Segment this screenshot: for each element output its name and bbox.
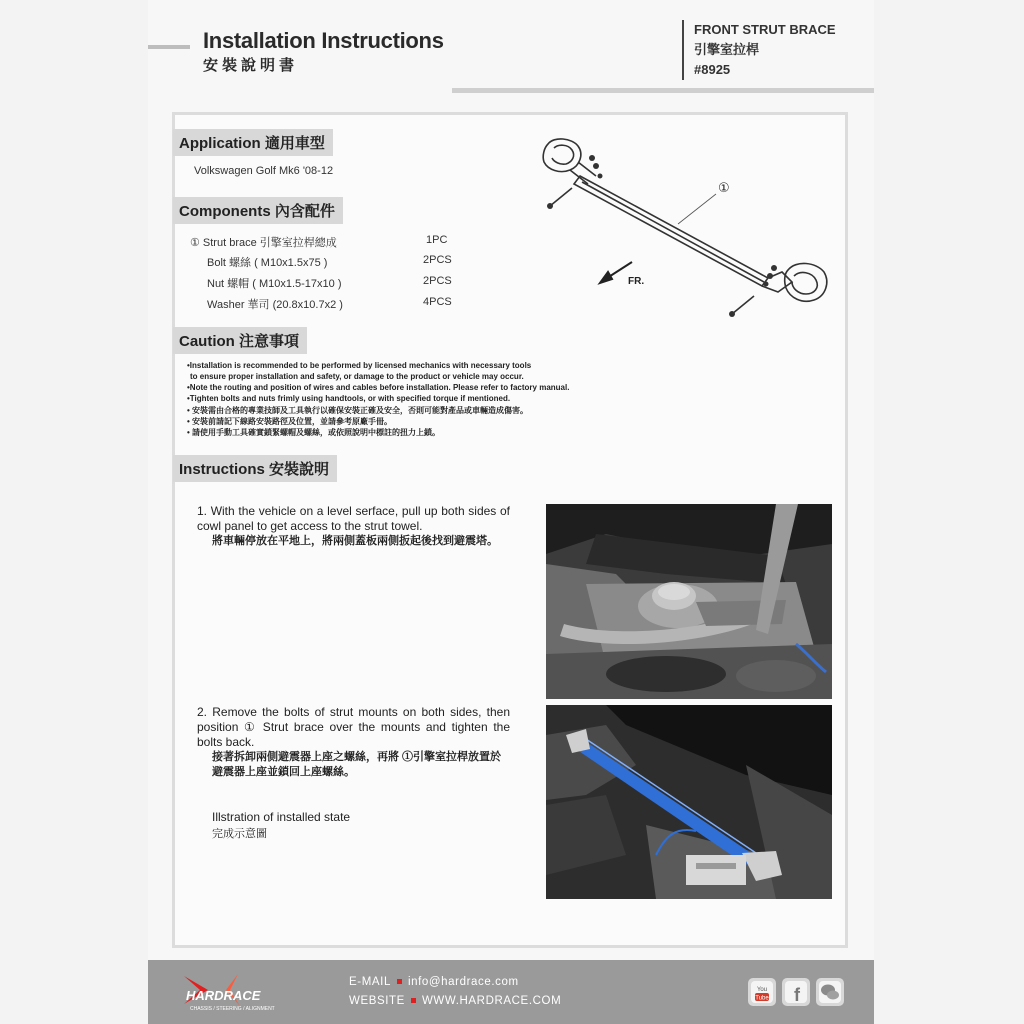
component-qty: 2PCS — [423, 275, 452, 287]
brand-name: HARDRACE — [186, 988, 261, 1003]
product-name-zh: 引擎室拉桿 — [694, 42, 760, 57]
component-label: Bolt 螺絲 ( M10x1.5x75 ) — [207, 257, 328, 269]
application-heading: Application 適用車型 — [173, 129, 333, 156]
caution-line: •Note the routing and position of wires and cables before installation. Please refer to factory manual. — [187, 383, 570, 392]
document-title: Installation Instructions — [203, 28, 444, 53]
caution-line: • 安裝前請記下線路安裝路徑及位置，並請參考原廠手冊。 — [187, 417, 393, 426]
caution-line: to ensure proper installation and safety, or damage to the product or vehicle may occur. — [190, 372, 524, 381]
caution-line: • 安裝需由合格的專業技師及工具執行以確保安裝正確及安全，否則可能對產品或車輛造成傷害。 — [187, 406, 529, 415]
svg-text:You: You — [756, 987, 768, 993]
step-1-text-zh: 將車輛停放在平地上，將兩側蓋板兩側扳起後找到避震塔。 — [212, 535, 498, 547]
facebook-icon[interactable] — [782, 978, 810, 1006]
application-vehicle: Volkswagen Golf Mk6 '08-12 — [194, 165, 334, 177]
product-info — [682, 20, 864, 80]
product-name: FRONT STRUT BRACE — [694, 22, 836, 37]
strut-brace-diagram — [530, 132, 840, 324]
step-2-photo — [546, 705, 832, 899]
step-1-text: 1. With the vehicle on a level serface, pull up both sides of cowl panel to get access to the strut towel. — [197, 504, 510, 533]
component-label: Washer 華司 (20.8x10.7x2 ) — [207, 299, 343, 311]
illustration-caption-zh: 完成示意圖 — [212, 828, 267, 840]
caution-line: •Installation is recommended to be performed by licensed mechanics with necessary tools — [187, 361, 532, 370]
youtube-icon[interactable] — [748, 978, 776, 1006]
document-title-zh: 安裝說明書 — [203, 57, 299, 74]
part-number: #8925 — [694, 62, 731, 77]
component-qty: 1PC — [426, 234, 448, 246]
email-link[interactable]: info@hardrace.com — [407, 976, 519, 988]
component-qty: 2PCS — [423, 254, 452, 266]
components-heading: Components 內含配件 — [173, 197, 343, 224]
step-2-text-zh: 接著拆卸兩側避震器上座之螺絲，再將 ①引擎室拉桿放置於避震器上座並鎖回上座螺絲。 — [212, 751, 502, 778]
component-label: ① Strut brace 引擎室拉桿總成 — [190, 237, 337, 249]
hardrace-logo — [180, 970, 320, 1014]
step-1-photo — [546, 504, 832, 699]
caution-line: •Tighten bolts and nuts frimly using handtools, or with specified torque if mentioned. — [187, 394, 511, 403]
svg-text:Tube: Tube — [755, 995, 769, 1002]
wechat-icon[interactable] — [816, 978, 844, 1006]
footer-email — [349, 976, 519, 988]
step-2-text: 2. Remove the bolts of strut mounts on both sides, then position ① Strut brace over the mounts and tighten the bolts back. — [197, 705, 510, 749]
diagram-callout: ① — [718, 181, 730, 196]
caution-line: • 請使用手動工具確實鎖緊螺帽及螺絲，或依照說明中標註的扭力上鎖。 — [187, 428, 441, 437]
website-link[interactable]: WWW.HARDRACE.COM — [421, 995, 562, 1007]
caution-heading: Caution 注意事項 — [173, 327, 307, 354]
instructions-heading: Instructions 安裝說明 — [173, 455, 337, 482]
component-label: Nut 螺帽 ( M10x1.5-17x10 ) — [207, 278, 342, 290]
svg-text:f: f — [794, 985, 800, 1005]
header-rule-left — [148, 45, 190, 49]
footer-website — [349, 995, 561, 1007]
header-rule-right — [452, 88, 874, 93]
direction-label: FR. — [628, 276, 645, 287]
component-qty: 4PCS — [423, 296, 452, 308]
illustration-caption: Illstration of installed state — [212, 810, 351, 824]
email-label: E-MAIL — [349, 976, 391, 988]
website-label: WEBSITE — [349, 995, 405, 1007]
brand-tagline: CHASSIS / STEERING / ALIGNMENT — [190, 1006, 275, 1012]
